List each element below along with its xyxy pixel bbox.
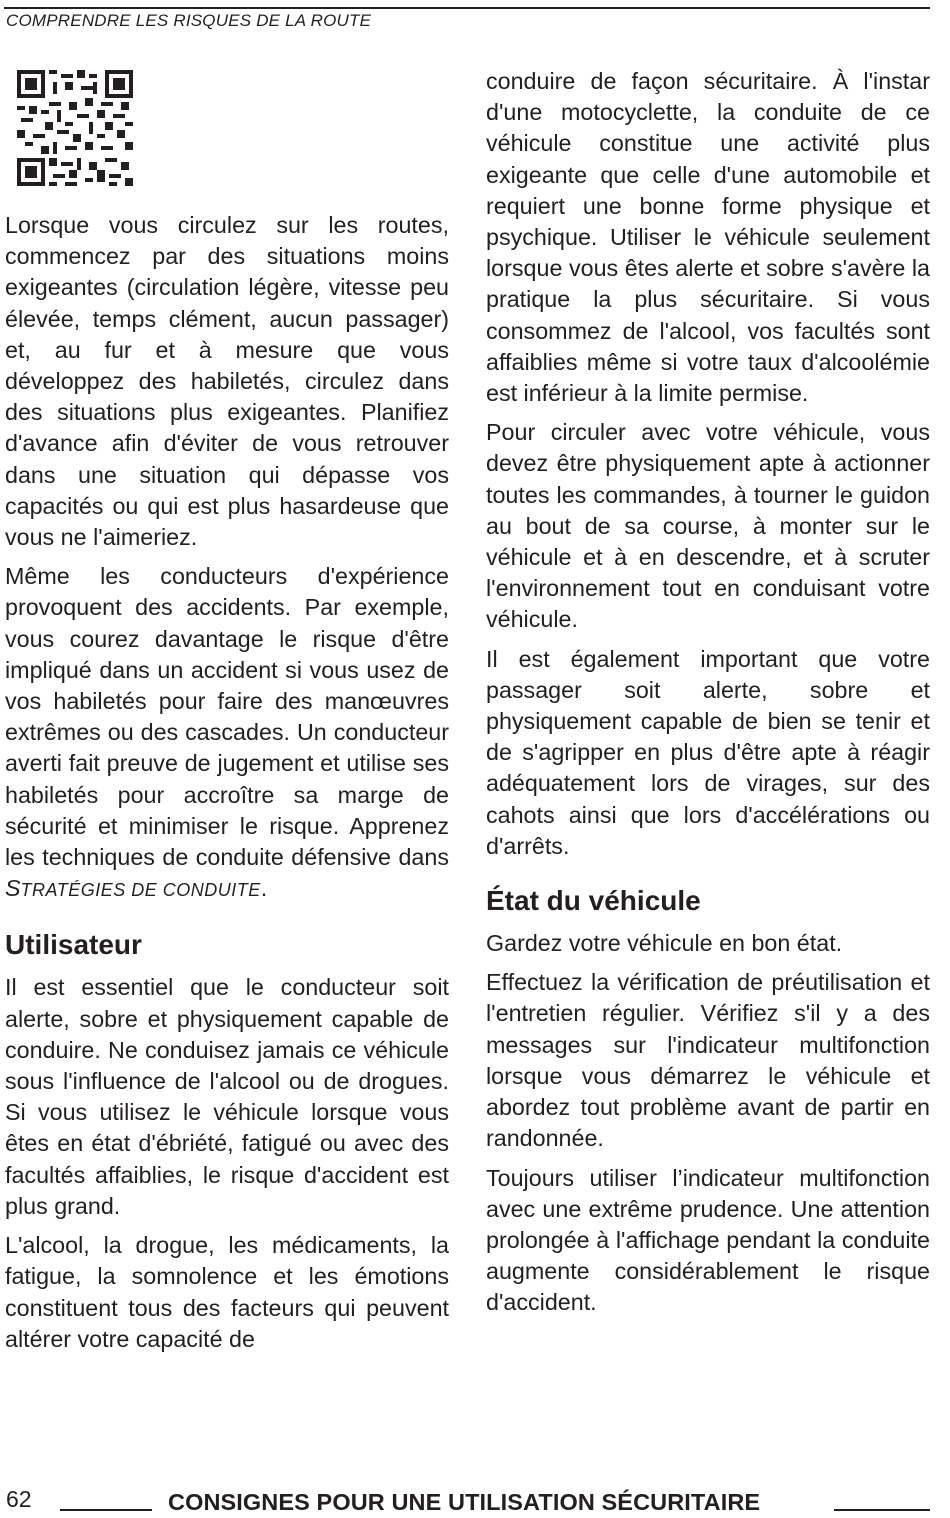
paragraph: Gardez votre véhicule en bon état.: [486, 930, 843, 957]
running-header: COMPRENDRE LES RISQUES DE LA ROUTE: [6, 11, 372, 30]
section-heading-etat-du-vehicule: État du véhicule: [486, 885, 701, 917]
qr-code-icon[interactable]: [17, 70, 133, 186]
paragraph: L'alcool, la drogue, les médicaments, la fatigue, la somnolence et les émotions constituent tous des facteurs qui peuvent altérer votre capacité de: [5, 1232, 449, 1352]
paragraph: [5, 561, 449, 906]
footer-rule-right: [834, 1509, 930, 1511]
paragraph: Toujours utiliser l’indicateur multifonction avec une extrême prudence. Une attention prolongée à l'affichage pendant la conduite augmente considérablement le risque d'accident.: [486, 1164, 930, 1316]
header-rule: [4, 7, 930, 9]
cross-reference-link[interactable]: TRATÉGIES DE CONDUITE: [20, 880, 261, 901]
cross-reference-initial: S: [5, 875, 21, 902]
paragraph: Effectuez la vérification de préutilisation et l'entretien régulier. Vérifiez s'il y a des messages sur l'indicateur multifonction lorsque vous démarrez le véhicule et abordez tout problème avant de partir en randonnée.: [486, 969, 930, 1152]
section-heading-utilisateur: Utilisateur: [5, 929, 142, 961]
paragraph-text: Même les conducteurs d'expérience provoquent des accidents. Par exemple, vous courez davantage le risque d'être impliqué dans un accident si vous usez de vos habiletés pour faire des manœuvres extrêmes ou des cascades. Un conducteur averti fait preuve de jugement et utilise ses habiletés pour accroître sa marge de sécurité et minimiser le risque. Apprenez les techniques de conduite défensive dans: [5, 563, 449, 871]
page-footer: [0, 1484, 950, 1518]
paragraph: Il est également important que votre passager soit alerte, sobre et physiquement capable de bien se tenir et de s'agripper en plus d'être apte à réagir adéquatement lors de virages, sur des cahots ainsi que lors d'accélérations ou d'arrêts.: [486, 645, 930, 859]
page-number: 62: [6, 1486, 32, 1512]
left-column: [5, 60, 449, 1363]
paragraph: Pour circuler avec votre véhicule, vous devez être physiquement apte à actionner toutes les commandes, à tourner le guidon au bout de sa course, à monter sur le véhicule et à en descendre, et à scruter l'environnement tout en conduisant votre véhicule.: [486, 419, 930, 633]
paragraph: conduire de façon sécuritaire. À l'instar d'une motocyclette, la conduite de ce véhicule constitue une activité plus exigeante que celle d'une automobile et requiert une bonne forme physique et psychique. Utiliser le véhicule seulement lorsque vous êtes alerte et sobre s'avère la pratique la plus sécuritaire. Si vous consommez de l'alcool, vos facultés sont affaiblies même si votre taux d'alcoolémie est inférieur à la limite permise.: [486, 68, 930, 407]
paragraph: Lorsque vous circulez sur les routes, commencez par des situations moins exigeantes (circulation légère, vitesse peu élevée, temps clément, aucun passager) et, au fur et à mesure que vous développez des habiletés, circulez dans des situations plus exigeantes. Planifiez d'avance afin d'éviter de vous retrouver dans une situation qui dépasse vos capacités ou qui est plus hasardeuse que vous ne l'aimeriez.: [5, 212, 449, 551]
right-column: [486, 66, 930, 1327]
footer-title: CONSIGNES POUR UNE UTILISATION SÉCURITAIRE: [168, 1489, 761, 1515]
paragraph-end: .: [260, 875, 268, 902]
footer-rule-left: [60, 1509, 152, 1511]
paragraph: Il est essentiel que le conducteur soit alerte, sobre et physiquement capable de conduire. Ne conduisez jamais ce véhicule sous l'influence de l'alcool ou de drogues. Si vous utilisez le véhicule lorsque vous êtes en état d'ébriété, fatigué ou avec des facultés affaiblies, le risque d'accident est plus grand.: [5, 974, 449, 1219]
